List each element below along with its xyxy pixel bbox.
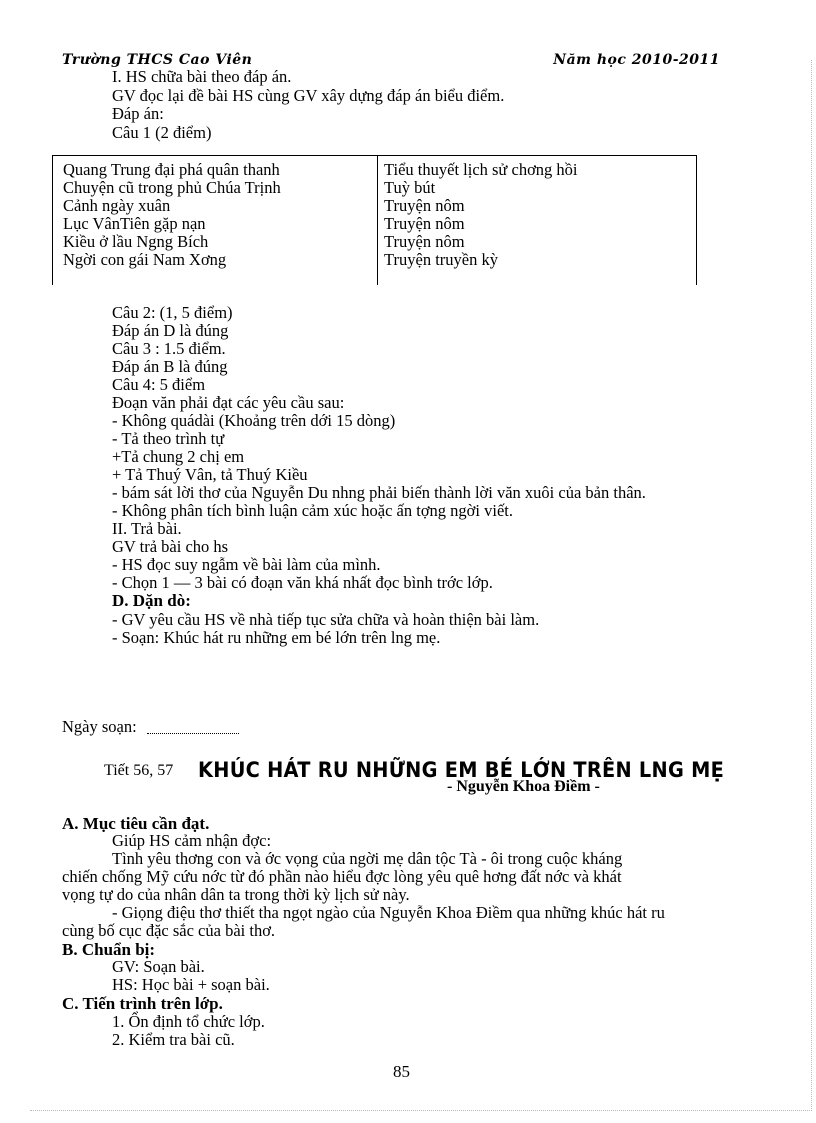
intro-line: Đáp án: [112, 104, 164, 123]
section-b-line: GV: Soạn bài. [112, 957, 205, 976]
body-line: - Không quádài (Khoảng trên dới 15 dòng) [112, 411, 396, 430]
body-line: - Không phân tích bình luận cảm xúc hoặc ấn tợng ngời viết. [112, 501, 513, 520]
answer-table [52, 155, 697, 285]
homework-line: - GV yêu cầu HS về nhà tiếp tục sửa chữa và hoàn thiện bài làm. [112, 610, 540, 629]
section-a-line: Giúp HS cảm nhận đợc: [112, 831, 272, 850]
section-a-line: chiến chống Mỹ cứu nớc từ đó phần nào hiểu đợc lòng yêu quê hơng đất nớc và khát [62, 867, 622, 886]
body-line: + Tả Thuý Vân, tả Thuý Kiều [112, 465, 308, 484]
table-cell-genre: Truyện nôm [384, 196, 465, 215]
table-cell-work: Cảnh ngày xuân [63, 196, 171, 215]
homework-line: - Soạn: Khúc hát ru những em bé lớn trên lng mẹ. [112, 628, 441, 647]
section-a-line: vọng tự do của nhân dân ta trong thời kỳ lịch sử này. [62, 885, 410, 904]
section-a-line: cùng bố cục đặc sắc của bài thơ. [62, 921, 276, 940]
table-cell-genre: Tuỳ bút [384, 178, 436, 197]
page-number: 85 [393, 1062, 410, 1081]
body-line: GV trả bài cho hs [112, 537, 229, 556]
table-divider [377, 156, 378, 285]
table-cell-work: Kiều ở lầu Ngng Bích [63, 232, 209, 251]
body-line: Câu 4: 5 điểm [112, 375, 206, 394]
body-line: Đáp án B là đúng [112, 357, 228, 376]
body-line: - Chọn 1 — 3 bài có đoạn văn khá nhất đọc bình trớc lớp. [112, 573, 493, 592]
intro-line: I. HS chữa bài theo đáp án. [112, 67, 292, 86]
lesson-period: Tiết 56, 57 [104, 762, 174, 779]
table-cell-work: Lục VânTiên gặp nạn [63, 214, 206, 233]
page-border-bottom [30, 1110, 812, 1111]
homework-heading: D. Dặn dò: [112, 591, 191, 610]
intro-line: GV đọc lại đề bài HS cùng GV xây dựng đáp án biểu điểm. [112, 86, 505, 105]
section-a-line: - Giọng điệu thơ thiết tha ngọt ngào của Nguyễn Khoa Điềm qua những khúc hát ru [112, 903, 665, 922]
table-cell-work: Quang Trung đại phá quân thanh [63, 160, 280, 179]
section-b-line: HS: Học bài + soạn bài. [112, 975, 270, 994]
date-label: Ngày soạn: [62, 717, 137, 736]
page-border-right [811, 60, 812, 1111]
intro-line: Câu 1 (2 điểm) [112, 123, 212, 142]
table-cell-genre: Truyện truyền kỳ [384, 250, 498, 269]
header-year: Năm học 2010-2011 [553, 52, 720, 68]
table-cell-genre: Tiểu thuyết lịch sử chơng hồi [384, 160, 578, 179]
section-c-line: 2. Kiểm tra bài cũ. [112, 1030, 235, 1049]
body-line: Câu 3 : 1.5 điểm. [112, 339, 226, 358]
body-line: Đáp án D là đúng [112, 321, 229, 340]
section-a-heading: A. Mục tiêu cần đạt. [62, 814, 210, 833]
body-line: Câu 2: (1, 5 điểm) [112, 303, 233, 322]
table-cell-work: Ngời con gái Nam Xơng [63, 250, 227, 269]
body-line: II. Trả bài. [112, 519, 182, 538]
table-cell-work: Chuyện cũ trong phủ Chúa Trịnh [63, 178, 281, 197]
table-cell-genre: Truyện nôm [384, 232, 465, 251]
section-c-line: 1. Ổn định tổ chức lớp. [112, 1012, 265, 1031]
body-line: - HS đọc suy ngẫm về bài làm của mình. [112, 555, 381, 574]
body-line: Đoạn văn phải đạt các yêu cầu sau: [112, 393, 345, 412]
table-cell-genre: Truyện nôm [384, 214, 465, 233]
section-b-heading: B. Chuẩn bị: [62, 940, 156, 959]
body-line: +Tả chung 2 chị em [112, 447, 245, 466]
lesson-author: - Nguyễn Khoa Điềm - [447, 778, 600, 795]
body-line: - bám sát lời thơ của Nguyễn Du nhng phải biến thành lời văn xuôi của bản thân. [112, 483, 646, 502]
header-school: Trường THCS Cao Viên [62, 52, 253, 68]
date-placeholder-dots [147, 727, 239, 734]
lesson-title: KHÚC HÁT RU NHỮNG EM BÉ LỚN TRÊN LNG MẸ [198, 758, 725, 782]
body-line: - Tả theo trình tự [112, 429, 225, 448]
section-a-line: Tình yêu thơng con và ớc vọng của ngời mẹ dân tộc Tà - ôi trong cuộc kháng [112, 849, 623, 868]
section-c-heading: C. Tiến trình trên lớp. [62, 994, 223, 1013]
